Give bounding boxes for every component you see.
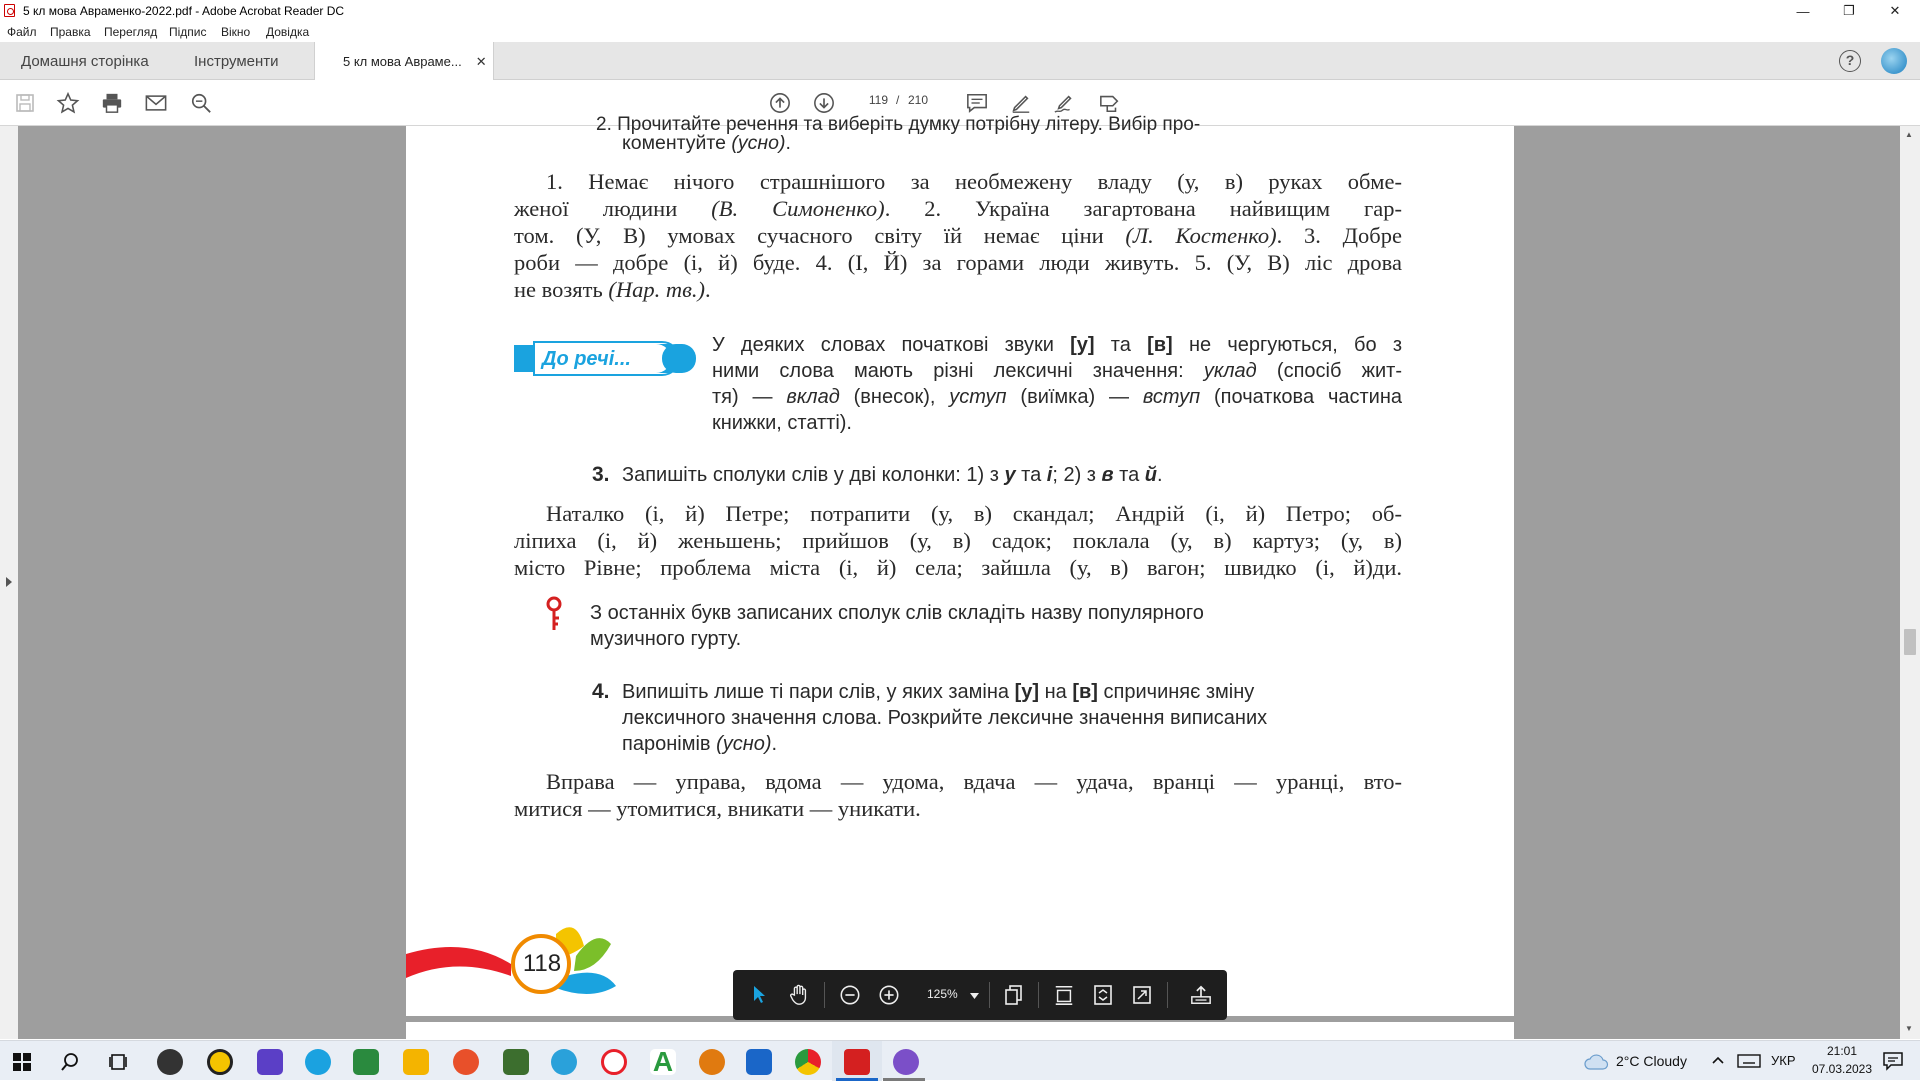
scroll-mode-icon[interactable]: [1051, 983, 1077, 1007]
opera-browser-icon[interactable]: [601, 1049, 627, 1075]
exercise-3-number: 3.: [592, 463, 610, 486]
cutoff-line: 2. Прочитайте речення та виберіть думку потрібну літеру. Вибір про-: [596, 114, 1201, 135]
scrollbar-thumb[interactable]: [1904, 629, 1916, 655]
print-icon[interactable]: [99, 91, 125, 115]
firefox-browser-icon[interactable]: [699, 1049, 725, 1075]
tab-tools[interactable]: [194, 42, 279, 80]
chrome-browser-icon[interactable]: [795, 1049, 821, 1075]
menu-window[interactable]: Вікно: [221, 25, 251, 39]
search-icon[interactable]: [61, 1053, 79, 1071]
minimize-button[interactable]: —: [1796, 3, 1810, 19]
pdf-page: [406, 114, 1514, 1016]
key-line: музичного гурту.: [590, 628, 742, 650]
zoom-search-icon[interactable]: [188, 91, 214, 115]
tab-document[interactable]: [314, 42, 494, 81]
menu-help[interactable]: Довідка: [266, 25, 310, 39]
page-display-icon[interactable]: [1001, 983, 1027, 1007]
obs-app-icon[interactable]: [157, 1049, 183, 1075]
vertical-scrollbar[interactable]: [1900, 126, 1920, 1039]
help-icon[interactable]: ?: [1839, 50, 1861, 72]
full-screen-icon[interactable]: [1129, 983, 1155, 1007]
divider: [824, 982, 825, 1008]
ex2-line: не возять (Нар. тв.).: [514, 277, 711, 302]
ex2-line: 1. Немає нічого страшнішого за необмежену владу (у, в) руках обме-: [546, 169, 1402, 194]
chevron-up-icon[interactable]: [1712, 1056, 1724, 1064]
ex4-task-line: лексичного значення слова. Розкрийте лексичне значення виписаних: [622, 707, 1268, 729]
clock-time[interactable]: 21:01: [1826, 1044, 1858, 1058]
ex3-line: місто Рівне; проблема міста (і, й) села; зайшла (у, в) вагон; швидко (і, й)ди.: [514, 555, 1402, 580]
zoom-out-icon[interactable]: [837, 983, 863, 1007]
save-icon[interactable]: [12, 91, 38, 115]
tab-bar: [0, 42, 1920, 80]
ex3-line: Наталко (і, й) Петре; потрапити (у, в) скандал; Андрій (і, й) Петро; об-: [546, 501, 1402, 526]
divider: [1167, 982, 1168, 1008]
menu-view[interactable]: Перегляд: [104, 25, 158, 39]
expand-pane-icon[interactable]: [5, 576, 13, 588]
tab-home[interactable]: [21, 42, 149, 80]
language-indicator[interactable]: УКР: [1771, 1053, 1796, 1068]
ex2-line: том. (У, В) умовах сучасного світу їй немає ціни (Л. Костенко). 3. Добре: [514, 223, 1402, 248]
menu-sign[interactable]: Підпис: [169, 25, 207, 39]
page-separator: /: [896, 93, 900, 107]
paint-app-icon[interactable]: [453, 1049, 479, 1075]
ex2-line: женої людини (В. Симоненко). 2. Україна загартована найвищим гар-: [514, 196, 1403, 221]
page-number: 118: [522, 950, 562, 977]
note-badge: [514, 342, 696, 375]
note-line: тя) — вклад (внесок), уступ (виїмка) — вступ (початкова частина: [712, 386, 1403, 408]
menu-file[interactable]: Файл: [7, 25, 37, 39]
tab-close-icon[interactable]: ✕: [475, 53, 487, 69]
next-pdf-page: [406, 1022, 1514, 1042]
ex4-line: Вправа — управа, вдома — удома, вдача — удача, вранці — уранці, вто-: [546, 769, 1402, 794]
account-avatar-icon[interactable]: [1881, 48, 1907, 74]
tab-home-label: Домашня сторінка: [21, 52, 149, 70]
title-bar: [0, 0, 1920, 22]
ex2-line: роби — добре (і, й) буде. 4. (І, Й) за горами люди живуть. 5. (У, В) ліс дрова: [514, 250, 1402, 275]
exercise-3-task: Запишіть сполуки слів у дві колонки: 1) з у та і; 2) з в та й.: [622, 464, 1163, 486]
bookmark-star-icon[interactable]: [55, 91, 81, 115]
windows-start-icon[interactable]: [13, 1053, 31, 1071]
acrobat-app-icon[interactable]: [844, 1049, 870, 1075]
keyboard-icon[interactable]: [1737, 1054, 1761, 1068]
restore-button[interactable]: ❐: [1843, 3, 1855, 18]
close-window-button[interactable]: ✕: [1889, 3, 1901, 18]
page-navigator: [858, 93, 950, 113]
note-badge-label: До речі...: [542, 348, 631, 370]
task-view-icon[interactable]: [109, 1053, 127, 1071]
ex4-task-line: паронімів (усно).: [622, 733, 778, 755]
viber-app-icon[interactable]: [893, 1049, 919, 1075]
share-upload-icon[interactable]: [1188, 983, 1214, 1007]
cloud-weather-icon[interactable]: [1584, 1054, 1610, 1070]
windows-taskbar: [0, 1040, 1920, 1080]
divider: [1038, 982, 1039, 1008]
navigation-pane-toggle[interactable]: [0, 126, 18, 1039]
divider: [989, 982, 990, 1008]
calculator-icon[interactable]: [353, 1049, 379, 1075]
hand-tool-icon[interactable]: [786, 983, 812, 1007]
save-app-icon[interactable]: [257, 1049, 283, 1075]
pdf-app-icon: [4, 4, 15, 17]
ex4-line: митися — утомитися, вникати — уникати.: [514, 796, 921, 821]
zoom-level[interactable]: 125%: [927, 987, 958, 1001]
window-title: 5 кл мова Авраменко-2022.pdf - Adobe Acrobat Reader DC: [23, 4, 345, 18]
document-viewer[interactable]: [0, 114, 1920, 1039]
notifications-icon[interactable]: [1883, 1052, 1903, 1070]
note-line: У деяких словах початкові звуки [у] та [в] не чергуються, бо з: [712, 334, 1403, 356]
scroll-up-icon[interactable]: ▲: [1905, 130, 1913, 139]
tab-tools-label: Інструменти: [194, 52, 279, 70]
key-line: З останніх букв записаних сполук слів складіть назву популярного: [590, 602, 1204, 624]
zoom-dropdown-icon[interactable]: [970, 993, 979, 999]
ex4-task-line: Випишіть лише ті пари слів, у яких заміна [у] на [в] спричиняє зміну: [622, 681, 1255, 703]
select-tool-icon[interactable]: [747, 983, 773, 1007]
key-icon: [544, 596, 564, 632]
note-line: книжки, статті).: [712, 412, 852, 434]
floating-page-controls: [733, 970, 1227, 1020]
clock-date[interactable]: 07.03.2023: [1811, 1062, 1873, 1076]
menu-edit[interactable]: Правка: [50, 25, 91, 39]
ex3-line: ліпиха (і, й) женьшень; прийшов (у, в) садок; поклала (у, в) картуз; (у, в): [514, 528, 1402, 553]
triangle-app-icon[interactable]: [207, 1049, 233, 1075]
tab-document-label: 5 кл мова Авраме...: [343, 54, 462, 69]
font-app-icon[interactable]: A: [650, 1049, 676, 1075]
telegram-icon[interactable]: [551, 1049, 577, 1075]
exercise-4-number: 4.: [592, 680, 610, 703]
ex2-instruction-tail: коментуйте (усно).: [622, 132, 791, 154]
store-app-icon[interactable]: [746, 1049, 772, 1075]
weather-label[interactable]: 2°C Cloudy: [1616, 1053, 1687, 1069]
scroll-down-icon[interactable]: ▼: [1905, 1024, 1913, 1033]
note-line: ними слова мають різні лексичні значення: уклад (спосіб жит-: [712, 360, 1402, 382]
email-icon[interactable]: [143, 91, 169, 115]
file-explorer-icon[interactable]: [403, 1049, 429, 1075]
page-number-decoration: [406, 916, 616, 1001]
minecraft-icon[interactable]: [503, 1049, 529, 1075]
total-pages: 210: [908, 93, 929, 107]
current-page-input[interactable]: 119: [868, 93, 888, 107]
menu-bar: [0, 22, 1920, 42]
zoom-in-icon[interactable]: [876, 983, 902, 1007]
fit-page-icon[interactable]: [1090, 983, 1116, 1007]
edge-browser-icon[interactable]: [305, 1049, 331, 1075]
